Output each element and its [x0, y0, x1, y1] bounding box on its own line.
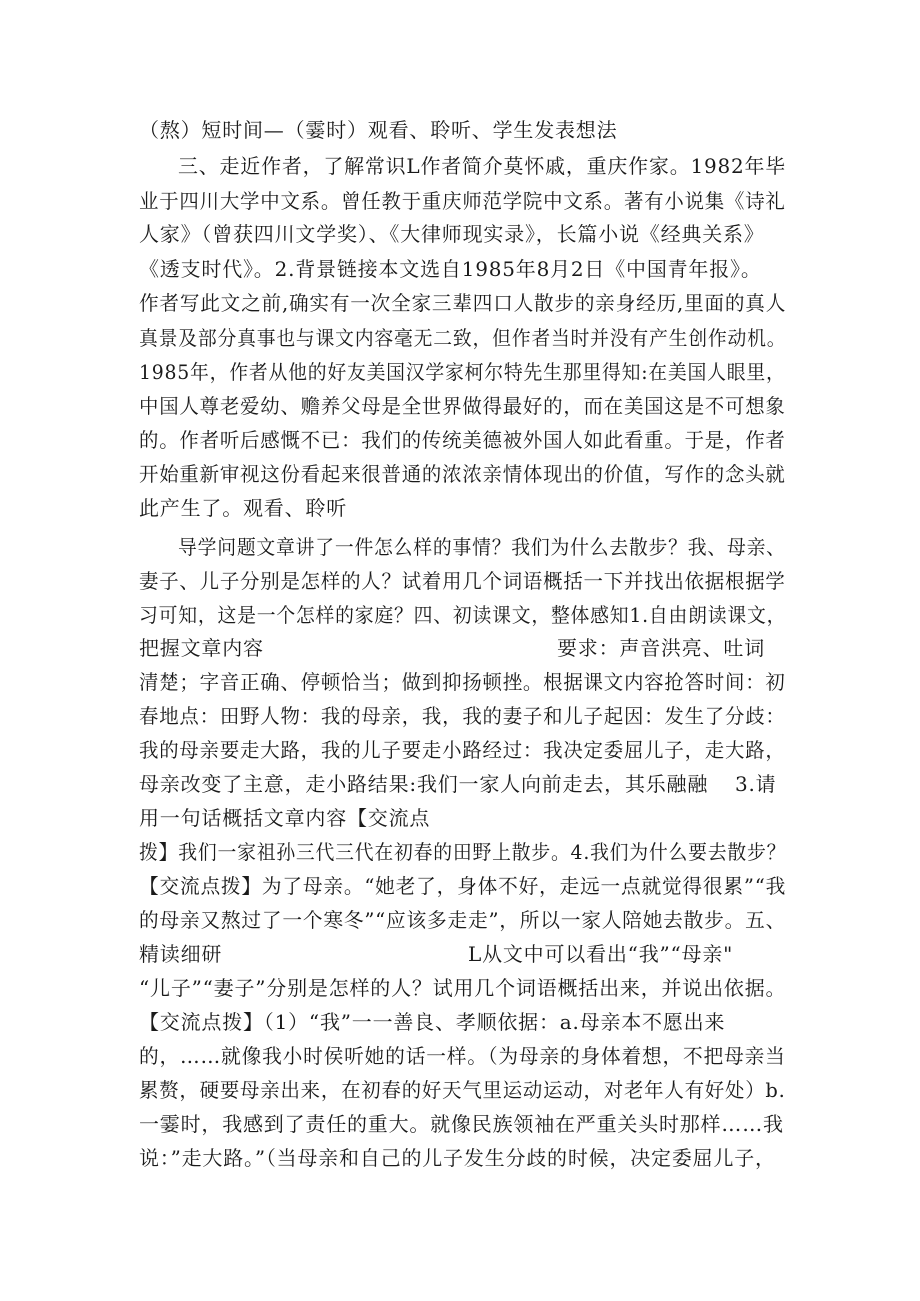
- text-line: 1985年，作者从他的好友美国汉学家柯尔特先生那里得知:在美国人眼里，: [139, 360, 786, 384]
- text-line: 我的母亲要走大路，我的儿子要走小路经过：我决定委屈儿子，走大路，: [139, 738, 786, 762]
- text-line: 的。作者听后感慨不已：我们的传统美德被外国人如此看重。于是，作者: [139, 428, 786, 452]
- text-line: 妻子、儿子分别是怎样的人？试着用几个词语概括一下并找出依据根据学: [139, 569, 786, 593]
- text-line: “儿子”“妻子”分别是怎样的人？试用几个词语概括出来，并说出依据。: [139, 976, 787, 1000]
- text-line: 的，……就像我小时侯听她的话一样。（为母亲的身体着想，不把母亲当: [139, 1044, 786, 1068]
- text-line: 中国人尊老爱幼、赡养父母是全世界做得最好的，而在美国这是不可想象: [139, 394, 786, 418]
- text-line: 业于四川大学中文系。曾任教于重庆师范学院中文系。著有小说集《诗礼: [139, 189, 786, 213]
- text-line: 精读细研: [139, 942, 223, 966]
- text-line: 人家》（曾获四川文学奖）、《大律师现实录》，长篇小说《经典关系》: [139, 222, 765, 246]
- text-line: 春地点：田野人物：我的母亲，我，我的妻子和儿子起因：发生了分歧：: [139, 704, 786, 728]
- text-line: 的母亲又熬过了一个寒冬”“应该多走走”，所以一家人陪她去散步。五、: [139, 908, 787, 932]
- text-line: 【交流点拨】（1）“我”一一善良、孝顺依据：a.母亲本不愿出来: [139, 1010, 726, 1034]
- text-line: 三、走近作者，了解常识L作者简介莫怀戚，重庆作家。1982年毕: [178, 154, 787, 178]
- text-line: 把握文章内容: [139, 636, 264, 660]
- text-line: 【交流点拨】为了母亲。“她老了，身体不好，走远一点就觉得很累”“我: [139, 874, 787, 898]
- text-line: 要求：声音洪亮、吐词: [557, 636, 765, 660]
- text-line: （熬）短时间—（霎时）观看、聆听、学生发表想法: [139, 118, 618, 142]
- text-line: 《透支时代》。2.背景链接本文选自1985年8月2日《中国青年报》。: [139, 257, 762, 281]
- text-line: 清楚；字音正确、停顿恰当；做到抑扬顿挫。根据课文内容抢答时间：初: [139, 670, 786, 694]
- text-line: 累赘，硬要母亲出来，在初春的好天气里运动运动，对老年人有好处）b.: [139, 1078, 786, 1102]
- text-line: 习可知，这是一个怎样的家庭？四、初读课文，整体感知1.自由朗读课文，: [139, 603, 787, 627]
- text-line: 3.请: [735, 772, 777, 796]
- text-line: 导学问题文章讲了一件怎么样的事情？我们为什么去散步？我、母亲、: [178, 535, 786, 559]
- text-line: 作者写此文之前,确实有一次全家三辈四口人散步的亲身经历,里面的真人: [139, 291, 787, 315]
- text-line: 此产生了。观看、聆听: [139, 496, 347, 520]
- text-line: 开始重新审视这份看起来很普通的浓浓亲情体现出的价值，写作的念头就: [139, 462, 786, 486]
- text-line: 母亲改变了主意，走小路结果:我们一家人向前走去，其乐融融: [139, 772, 709, 796]
- text-line: 一霎时，我感到了责任的重大。就像民族领袖在严重关头时那样……我: [139, 1112, 784, 1136]
- text-line: 真景及部分真事也与课文内容毫无二致，但作者当时并没有产生创作动机。: [139, 326, 787, 350]
- text-line: L从文中可以看出“我”“母亲": [468, 942, 734, 966]
- text-line: 说：”走大路。”（当母亲和自己的儿子发生分歧的时候，决定委屈儿子，: [139, 1146, 776, 1170]
- text-line: 拨】我们一家祖孙三代三代在初春的田野上散步。4.我们为什么要去散步？: [139, 840, 787, 864]
- text-line: 用一句话概括文章内容【交流点: [139, 806, 431, 830]
